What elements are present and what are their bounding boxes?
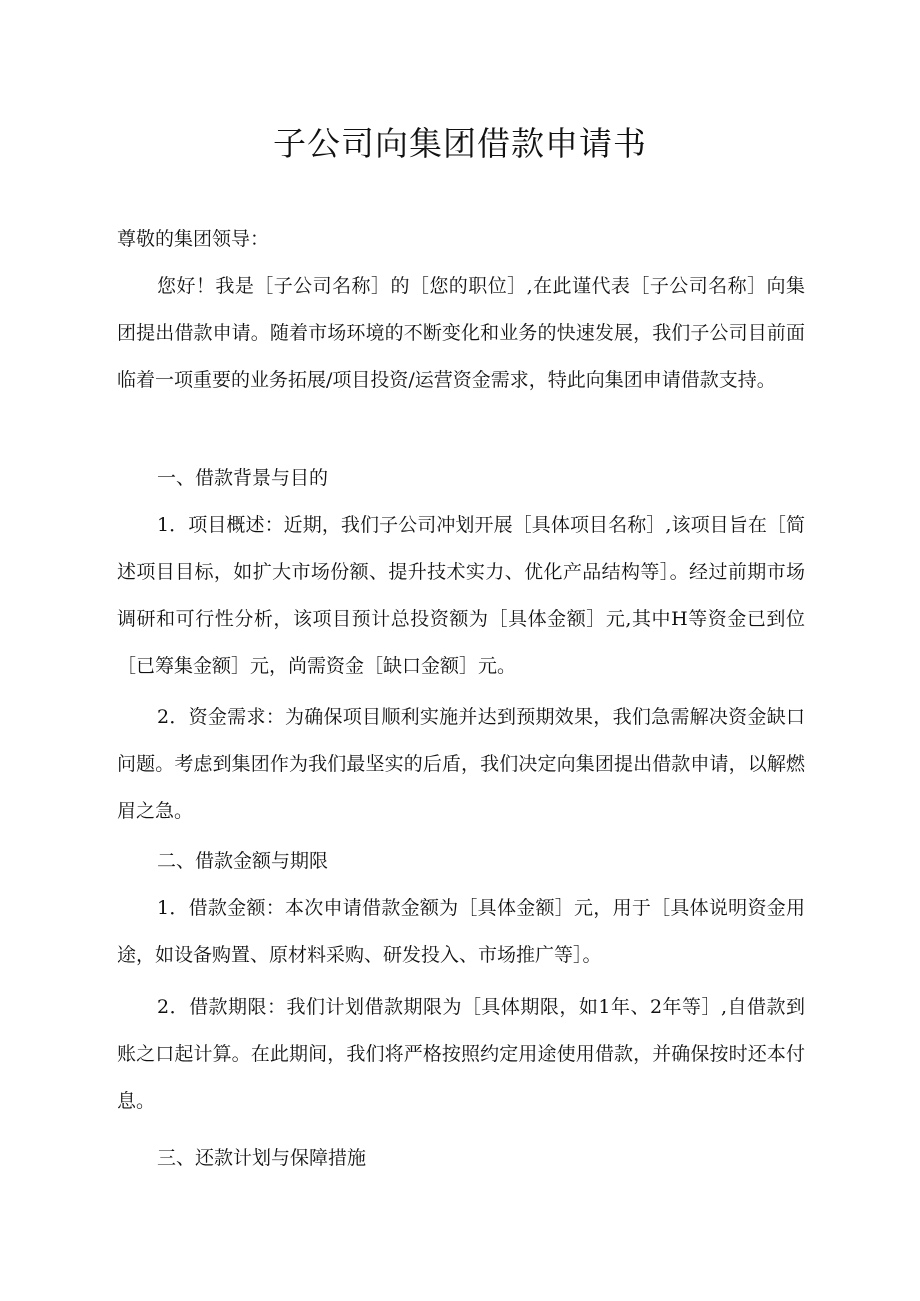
paragraph-loan-term: 2．借款期限：我们计划借款期限为［具体期限，如1年、2年等］,自借款到账之口起计算。在此期间，我们将严格按照约定用途使用借款，并确保按时还本付息。 <box>117 996 805 1112</box>
intro-paragraph: 您好！我是［子公司名称］的［您的职位］,在此谨代表［子公司名称］向集团提出借款申请。随着市场环境的不断变化和业务的快速发展，我们子公司目前面临着一项重要的业务拓展/项目投资/运营资金需求，特此向集团申请借款支持。 <box>117 275 805 391</box>
paragraph-loan-amount: 1．借款金额：本次申请借款金额为［具体金额］元，用于［具体说明资金用途，如设备购置、原材料采购、研发投入、市场推广等］。 <box>117 897 805 966</box>
paragraph-funding-need: 2．资金需求：为确保项目顺利实施并达到预期效果，我们急需解决资金缺口问题。考虑到集团作为我们最坚实的后盾，我们决定向集团提出借款申请，以解燃眉之急。 <box>117 706 805 822</box>
section-heading-background: 一、借款背景与目的 <box>157 467 329 489</box>
section-heading-repayment: 三、还款计划与保障措施 <box>157 1147 367 1169</box>
salutation: 尊敬的集团领导： <box>117 228 270 250</box>
section-heading-amount-term: 二、借款金额与期限 <box>157 850 329 872</box>
document-title: 子公司向集团借款申请书 <box>273 124 647 163</box>
paragraph-project-overview: 1．项目概述：近期，我们子公司冲划开展［具体项目名称］,该项目旨在［简述项目目标，如扩大市场份额、提升技术实力、优化产品结构等］。经过前期市场调研和可行性分析，该项目预计总投资额为［具体金额］元,其中H等资金已到位［已筹集金额］元，尚需资金［缺口金额］元。 <box>117 514 805 677</box>
